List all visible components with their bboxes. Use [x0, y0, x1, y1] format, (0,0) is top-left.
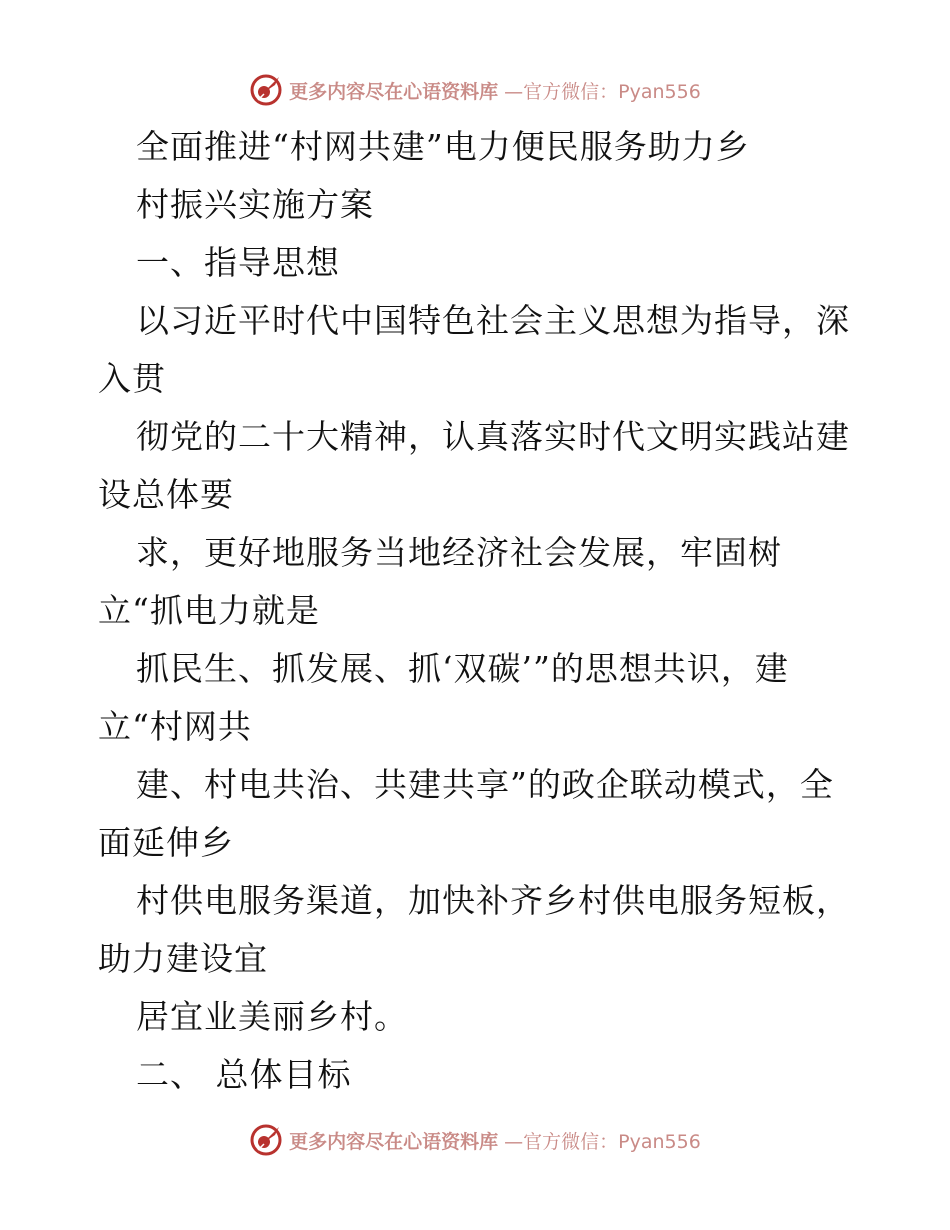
header-contact-text: —官方微信：Pyan556 [504, 80, 701, 103]
document-body [98, 118, 858, 1104]
document-line: 以习近平时代中国特色社会主义思想为指导，深 [136, 301, 850, 340]
section-heading: 一、指导思想 [136, 243, 340, 282]
quill-logo-icon [249, 73, 283, 107]
quill-logo-icon [249, 1123, 283, 1157]
section-heading: 二、 总体目标 [136, 1055, 352, 1094]
document-line: 面延伸乡 [98, 823, 234, 862]
document-line: 村振兴实施方案 [136, 185, 374, 224]
document-line: 居宜业美丽乡村。 [136, 997, 408, 1036]
document-line: 建、村电共治、共建共享”的政企联动模式，全 [136, 765, 834, 804]
document-line: 求，更好地服务当地经济社会发展，牢固树 [136, 533, 782, 572]
header-banner [0, 70, 950, 110]
document-line: 立“抓电力就是 [98, 591, 320, 630]
document-line: 设总体要 [98, 475, 234, 514]
document-line: 助力建设宜 [98, 939, 268, 978]
document-line: 入贯 [98, 359, 166, 398]
footer-promo-text: 更多内容尽在心语资料库 [289, 1130, 499, 1153]
document-line: 彻党的二十大精神，认真落实时代文明实践站建 [136, 417, 850, 456]
header-promo-text: 更多内容尽在心语资料库 [289, 80, 499, 103]
footer-contact-text: —官方微信：Pyan556 [504, 1130, 701, 1153]
document-line: 立“村网共 [98, 707, 252, 746]
footer-banner [0, 1120, 950, 1160]
document-line: 村供电服务渠道，加快补齐乡村供电服务短板， [136, 881, 850, 920]
document-line: 全面推进“村网共建”电力便民服务助力乡 [136, 127, 750, 166]
document-line: 抓民生、抓发展、抓‘双碳’”的思想共识，建 [136, 649, 789, 688]
